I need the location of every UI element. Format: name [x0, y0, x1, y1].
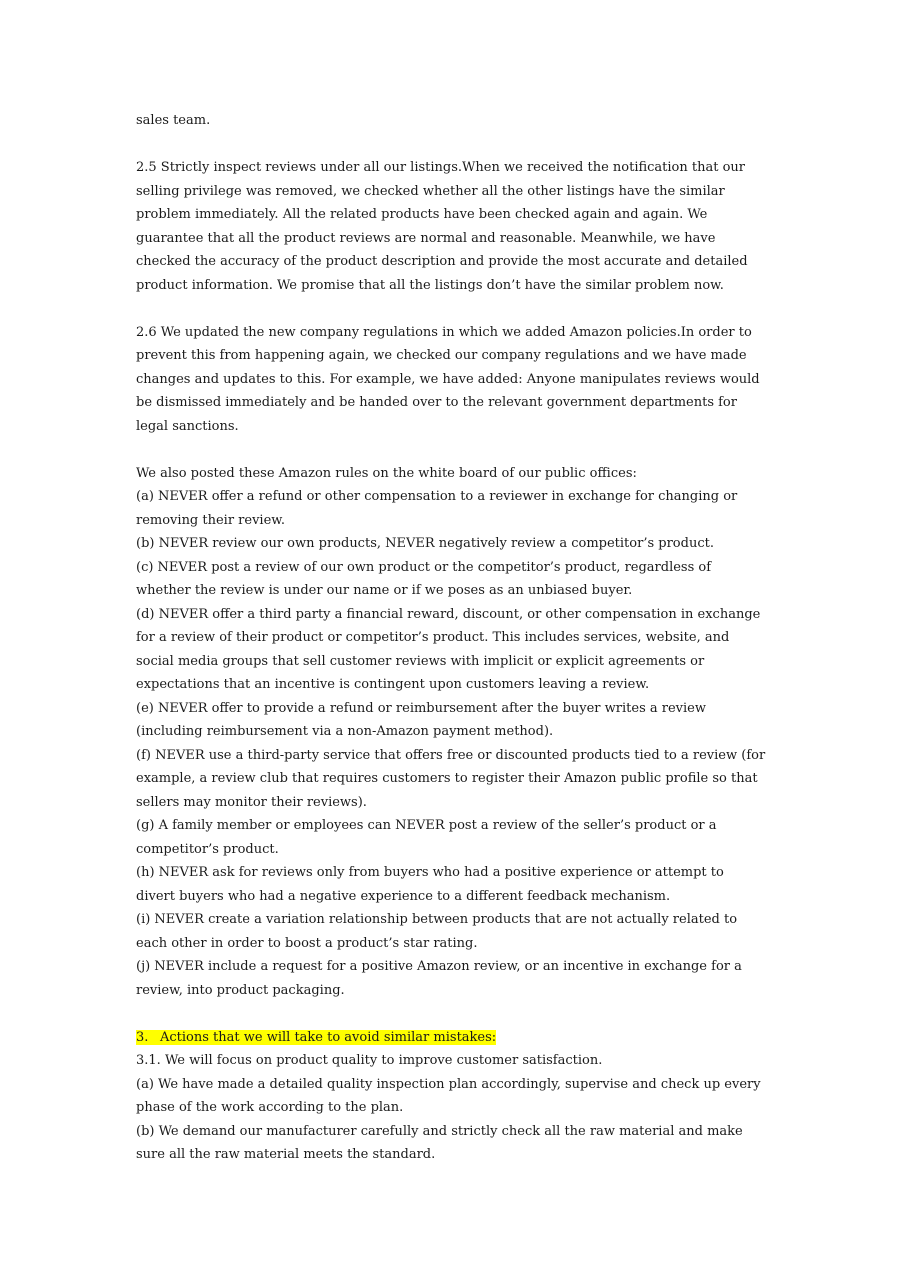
rule-item: (a) NEVER offer a refund or other compensation to a reviewer in exchange for changing or removing their review.	[136, 489, 738, 528]
section-3-1-paragraph: 3.1. We will focus on product quality to improve customer satisfaction.	[136, 1053, 603, 1068]
section-2-5-paragraph: 2.5 Strictly inspect reviews under all our listings.When we received the notification that our selling privilege was removed, we checked whether all the other listings have the similar problem immediately. All the related products have been checked again and again. We guarantee that all the product reviews are normal and reasonable. Meanwhile, we have checked the accuracy of the product description and provide the most accurate and detailed product information. We promise that all the listings don’t have the similar problem now.	[136, 160, 748, 293]
highlighted-heading	[136, 1030, 496, 1045]
rule-item: (d) NEVER offer a third party a financial reward, discount, or other compensation in exchange for a review of their product or competitor’s product. This includes services, website, and social media groups that sell customer reviews with implicit or explicit agreements or expectations that an incentive is contingent upon customers leaving a review.	[136, 606, 761, 692]
rule-item: (i) NEVER create a variation relationship between products that are not actually related to each other in order to boost a product’s star rating.	[136, 912, 738, 951]
rule-item: (j) NEVER include a request for a positive Amazon review, or an incentive in exchange for a review, into product packaging.	[136, 959, 742, 998]
paragraph-gap	[136, 133, 766, 157]
paragraph-gap	[136, 297, 766, 321]
section-3-title: Actions that we will take to avoid similar mistakes:	[160, 1029, 497, 1045]
paragraph-gap	[136, 1002, 766, 1026]
intro-line: sales team.	[136, 113, 211, 128]
rule-item: (g) A family member or employees can NEVER post a review of the seller’s product or a competitor’s product.	[136, 818, 717, 857]
section-3-number: 3.	[136, 1029, 149, 1045]
rule-item: (h) NEVER ask for reviews only from buyers who had a positive experience or attempt to divert buyers who had a negative experience to a different feedback mechanism.	[136, 865, 724, 904]
section-2-6-paragraph: 2.6 We updated the new company regulations in which we added Amazon policies.In order to prevent this from happening again, we checked our company regulations and we have made changes and updates to this. For example, we have added: Anyone manipulates reviews would be dismissed immediately and be handed over to the relevant government departments for legal sanctions.	[136, 324, 760, 434]
rule-item: (c) NEVER post a review of our own product or the competitor’s product, regardless of whether the review is under our name or if we poses as an unbiased buyer.	[136, 559, 712, 598]
rules-intro: We also posted these Amazon rules on the white board of our public offices:	[136, 465, 637, 481]
paragraph-gap	[136, 438, 766, 462]
rule-item: (e) NEVER offer to provide a refund or reimbursement after the buyer writes a review (including reimbursement via a non-Amazon payment method).	[136, 700, 706, 739]
section-3-1-item: (a) We have made a detailed quality inspection plan accordingly, supervise and check up every phase of the work according to the plan.	[136, 1076, 761, 1115]
section-3-1-item: (b) We demand our manufacturer carefully and strictly check all the raw material and make sure all the raw material meets the standard.	[136, 1123, 743, 1162]
document-body	[136, 109, 766, 1167]
rule-item: (b) NEVER review our own products, NEVER negatively review a competitor’s product.	[136, 536, 714, 551]
section-3-heading	[136, 1026, 766, 1050]
rule-item: (f) NEVER use a third-party service that offers free or discounted products tied to a review (for example, a review club that requires customers to register their Amazon public profile so that sellers may monitor their reviews).	[136, 747, 766, 810]
